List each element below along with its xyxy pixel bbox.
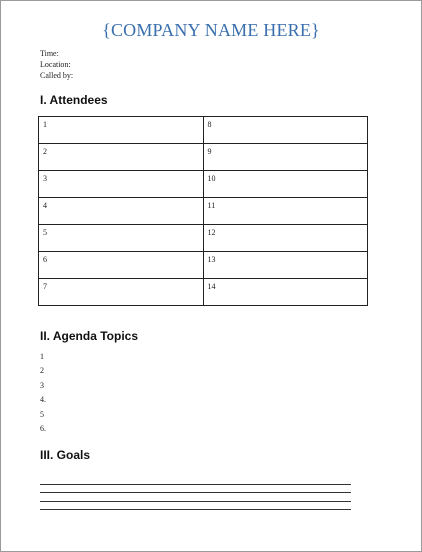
- list-item: 6.: [40, 424, 46, 434]
- list-item: 5: [40, 409, 44, 419]
- table-row: [39, 171, 368, 198]
- attendee-cell[interactable]: 10: [203, 171, 368, 198]
- attendee-cell[interactable]: 5: [39, 225, 204, 252]
- attendee-cell[interactable]: 4: [39, 198, 204, 225]
- attendee-cell[interactable]: 12: [203, 225, 368, 252]
- goal-line[interactable]: [40, 485, 351, 494]
- attendee-cell[interactable]: 6: [39, 252, 204, 279]
- attendee-cell[interactable]: 3: [39, 171, 204, 198]
- table-row: [39, 117, 368, 144]
- attendee-cell[interactable]: 14: [203, 279, 368, 306]
- table-row: [39, 279, 368, 306]
- meeting-meta: [40, 48, 73, 81]
- company-name-title: {COMPANY NAME HERE}: [102, 20, 320, 40]
- list-item: 1: [40, 352, 44, 361]
- attendees-heading: I. Attendees: [40, 93, 108, 107]
- goal-lines: [40, 476, 351, 510]
- called-by-label: Called by:: [40, 71, 74, 80]
- agenda-list: [40, 350, 46, 436]
- table-row: [39, 225, 368, 252]
- attendee-cell[interactable]: 2: [39, 144, 204, 171]
- goal-line[interactable]: [40, 502, 351, 511]
- agenda-topics-heading: II. Agenda Topics: [40, 329, 139, 343]
- list-item: 2: [40, 366, 44, 376]
- attendee-cell[interactable]: 11: [203, 198, 368, 225]
- goal-line[interactable]: [40, 476, 351, 485]
- goals-heading: III. Goals: [40, 448, 91, 462]
- list-item: 4.: [40, 395, 46, 405]
- attendee-cell[interactable]: 13: [203, 252, 368, 279]
- table-row: [39, 144, 368, 171]
- attendee-cell[interactable]: 9: [203, 144, 368, 171]
- list-item: 3: [40, 380, 44, 390]
- table-row: [39, 198, 368, 225]
- time-label: Time:: [40, 49, 59, 58]
- location-label: Location:: [40, 60, 71, 69]
- attendees-table: [38, 116, 368, 306]
- attendee-cell[interactable]: 8: [203, 117, 368, 144]
- attendee-cell[interactable]: 1: [39, 117, 204, 144]
- attendee-cell[interactable]: 7: [39, 279, 204, 306]
- goal-line[interactable]: [40, 493, 351, 502]
- table-row: [39, 252, 368, 279]
